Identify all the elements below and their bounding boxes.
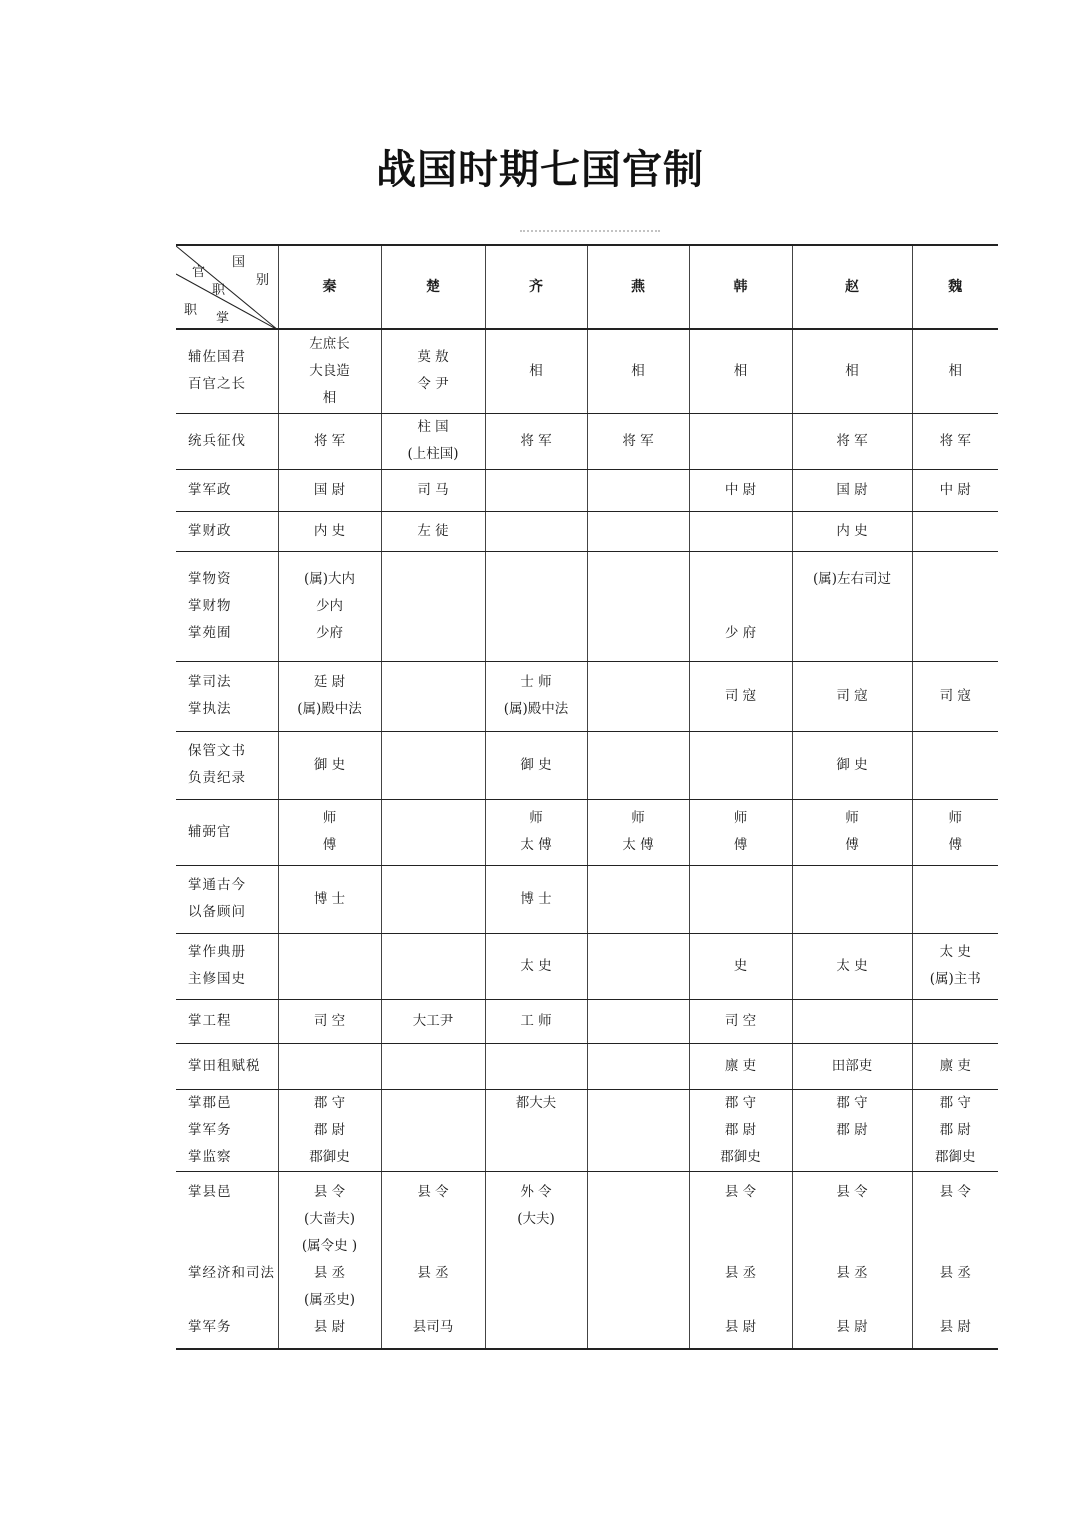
office-cell (792, 1089, 912, 1171)
duty-cell (176, 999, 278, 1043)
office-title (690, 593, 792, 620)
office-cell (912, 1171, 998, 1349)
office-title (382, 1287, 485, 1314)
duty-line: 负责纪录 (188, 770, 246, 786)
office-cell (689, 933, 792, 999)
office-title: 郡 守 (313, 1094, 346, 1111)
corner-label-zhang: 掌 (216, 311, 230, 326)
office-cell (278, 469, 381, 511)
page-title: 战国时期七国官制 (376, 147, 704, 193)
office-title: 少府 (316, 624, 343, 641)
office-cell (587, 1089, 689, 1171)
office-title: 田部吏 (831, 1057, 873, 1074)
office-title: 廷 尉 (313, 674, 346, 690)
office-title: 县司马 (412, 1318, 454, 1335)
office-cell (485, 551, 587, 661)
office-title: 司 寇 (939, 687, 971, 704)
office-title: (属令史 ) (301, 1237, 358, 1254)
office-cell (381, 329, 485, 413)
duty-cell (176, 329, 278, 413)
duty-cell (176, 865, 278, 933)
table-row (176, 661, 998, 731)
office-title: 郡 守 (836, 1094, 868, 1111)
office-title (913, 1206, 999, 1233)
office-cell (912, 329, 998, 413)
table-row (176, 1171, 998, 1349)
duty-cell (176, 1043, 278, 1089)
office-title: 将 军 (622, 432, 654, 449)
duty-line: 掌经济和司法 (188, 1264, 275, 1281)
office-title: 太 史 (520, 957, 552, 974)
office-title (690, 1206, 792, 1233)
office-title: (属)殿中法 (503, 701, 569, 717)
header-row (176, 245, 998, 329)
office-cell (485, 799, 587, 865)
office-cell (587, 933, 689, 999)
office-cell (381, 1043, 485, 1089)
office-title: (属)主书 (929, 971, 981, 987)
office-title: 县 令 (417, 1183, 449, 1200)
duty-line: 掌县邑 (188, 1183, 232, 1200)
office-title: 史 (733, 957, 748, 974)
duty-line (188, 1206, 278, 1233)
office-title: 相 (631, 362, 645, 379)
office-title: 相 (733, 362, 748, 379)
table-row (176, 865, 998, 933)
office-title (690, 1287, 792, 1314)
office-title: 少 府 (724, 624, 757, 641)
office-title: 相 (529, 362, 543, 379)
duty-line: 主修国史 (188, 971, 246, 987)
duty-cell (176, 661, 278, 731)
office-cell (689, 1043, 792, 1089)
office-cell (485, 469, 587, 511)
duty-line: 掌军务 (188, 1121, 232, 1138)
state-header-yan: 燕 (587, 245, 689, 329)
table-row (176, 1089, 998, 1171)
office-title: 国 尉 (836, 481, 868, 498)
office-title: 将 军 (939, 432, 971, 449)
state-header-zhao: 赵 (792, 245, 912, 329)
table-row (176, 511, 998, 551)
office-title: 莫 敖 (417, 349, 449, 366)
office-title: 司 空 (313, 1012, 346, 1029)
office-title (486, 1260, 587, 1287)
office-cell (381, 413, 485, 469)
office-title (793, 1144, 912, 1171)
office-cell (485, 731, 587, 799)
table-row (176, 329, 998, 413)
office-cell (689, 731, 792, 799)
table-row (176, 551, 998, 661)
office-title: 郡 尉 (313, 1121, 346, 1138)
office-title: 博 士 (520, 890, 552, 907)
office-cell (381, 511, 485, 551)
office-cell (278, 1171, 381, 1349)
office-title: 御 史 (520, 756, 552, 773)
office-title: 士 师 (520, 674, 552, 690)
office-title (913, 1233, 999, 1260)
office-cell (689, 799, 792, 865)
office-cell (587, 511, 689, 551)
office-cell (587, 865, 689, 933)
office-title: 县 丞 (724, 1264, 757, 1281)
office-cell (587, 413, 689, 469)
office-cell (278, 865, 381, 933)
duty-line: 掌军务 (188, 1318, 232, 1335)
office-title: 柱 国 (417, 419, 449, 435)
duty-cell (176, 731, 278, 799)
office-title: 傅 (322, 837, 337, 853)
duty-line: 掌工程 (188, 1012, 232, 1029)
office-cell (485, 413, 587, 469)
office-title (690, 566, 792, 593)
office-title: 都大夫 (515, 1094, 557, 1111)
office-title: 师 (631, 810, 645, 826)
office-title: 相 (322, 389, 337, 406)
duty-cell (176, 551, 278, 661)
duty-line: 掌财政 (188, 522, 232, 539)
office-title (690, 1233, 792, 1260)
office-title: 将 军 (836, 432, 868, 449)
duty-cell (176, 511, 278, 551)
office-cell (278, 511, 381, 551)
office-title: 太 傅 (520, 837, 552, 853)
office-cell (485, 661, 587, 731)
state-header-qin: 秦 (278, 245, 381, 329)
office-title: 郡御史 (935, 1148, 976, 1165)
office-cell (792, 413, 912, 469)
office-cell (485, 329, 587, 413)
duty-line: 保管文书 (188, 743, 246, 759)
table-row (176, 933, 998, 999)
office-title: 令 尹 (417, 376, 449, 393)
office-title: 郡御史 (309, 1148, 350, 1165)
office-title: 郡 尉 (939, 1121, 971, 1138)
office-cell (792, 1043, 912, 1089)
office-title (486, 1233, 587, 1260)
duty-line: 辅佐国君 (188, 349, 246, 366)
office-title: 相 (845, 362, 859, 379)
office-cell (587, 731, 689, 799)
duty-line: 掌苑囿 (188, 624, 232, 641)
office-title: 大工尹 (412, 1012, 454, 1029)
office-cell (381, 865, 485, 933)
office-title: 太 傅 (622, 837, 654, 853)
officials-table (176, 244, 998, 1350)
office-title (486, 1144, 587, 1171)
table-body (176, 329, 998, 1349)
office-title: 师 (948, 810, 962, 826)
office-cell (381, 731, 485, 799)
duty-line: 掌通古今 (188, 877, 246, 893)
office-cell (278, 661, 381, 731)
office-cell (912, 413, 998, 469)
office-title (793, 1287, 912, 1314)
office-cell (485, 1171, 587, 1349)
corner-label-guo: 国 (232, 255, 246, 270)
office-cell (912, 933, 998, 999)
office-title: 左 徒 (417, 522, 449, 539)
office-title: 傅 (948, 837, 962, 853)
office-title: (属)大内 (303, 570, 356, 587)
office-title: 太 史 (939, 944, 971, 960)
table-row (176, 1043, 998, 1089)
office-title: 博 士 (313, 890, 346, 907)
office-title: 司 寇 (724, 687, 757, 704)
duty-line: 辅弼官 (188, 823, 232, 840)
office-cell (792, 661, 912, 731)
state-header-qi: 齐 (485, 245, 587, 329)
office-title: 县 丞 (836, 1264, 868, 1281)
office-cell (587, 329, 689, 413)
office-cell (792, 511, 912, 551)
office-title: 将 军 (313, 432, 346, 449)
office-title: 县 令 (939, 1183, 971, 1200)
office-cell (381, 1171, 485, 1349)
office-cell (689, 999, 792, 1043)
office-title: 师 (733, 810, 748, 826)
duty-cell (176, 1089, 278, 1171)
office-title: 内 史 (836, 522, 868, 539)
office-cell (381, 799, 485, 865)
duty-line: 掌执法 (188, 701, 232, 717)
duty-line: 掌监察 (188, 1148, 232, 1165)
office-cell (689, 413, 792, 469)
office-cell (587, 1043, 689, 1089)
office-title: 相 (948, 362, 962, 379)
office-title (793, 620, 912, 647)
office-cell (689, 329, 792, 413)
office-cell (278, 999, 381, 1043)
office-title: 县 尉 (836, 1318, 868, 1335)
office-cell (485, 1043, 587, 1089)
office-title: (大啬夫) (303, 1210, 356, 1227)
office-title: 内 史 (313, 522, 346, 539)
office-cell (792, 999, 912, 1043)
office-title: 县 尉 (724, 1318, 757, 1335)
duty-line: 掌物资 (188, 570, 232, 587)
office-cell (792, 1171, 912, 1349)
duty-line: 百官之长 (188, 376, 246, 393)
table-row (176, 469, 998, 511)
duty-line (188, 1287, 278, 1314)
office-title: 县 丞 (939, 1264, 971, 1281)
duty-cell (176, 933, 278, 999)
office-title: 少内 (316, 597, 343, 614)
office-cell (485, 511, 587, 551)
office-cell (689, 1171, 792, 1349)
office-cell (689, 661, 792, 731)
office-cell (689, 865, 792, 933)
duty-line: 掌财物 (188, 597, 232, 614)
office-cell (689, 551, 792, 661)
duty-line: 以备顾问 (188, 904, 246, 920)
office-cell (792, 865, 912, 933)
duty-line: 统兵征伐 (188, 432, 246, 449)
office-cell (485, 933, 587, 999)
office-title: 御 史 (836, 756, 868, 773)
office-title (382, 1233, 485, 1260)
office-title: 郡 尉 (724, 1121, 757, 1138)
office-cell (792, 329, 912, 413)
office-cell (587, 799, 689, 865)
office-cell (381, 933, 485, 999)
office-cell (381, 551, 485, 661)
office-title: 司 空 (724, 1012, 757, 1029)
office-title (486, 1287, 587, 1314)
office-title: 郡御史 (720, 1148, 761, 1165)
duty-cell (176, 413, 278, 469)
office-cell (912, 469, 998, 511)
state-header-chu: 楚 (381, 245, 485, 329)
office-title: 郡 守 (939, 1094, 971, 1111)
office-title: 师 (529, 810, 543, 826)
office-title: 郡 尉 (836, 1121, 868, 1138)
office-title: 县 尉 (313, 1318, 346, 1335)
office-cell (485, 999, 587, 1043)
office-title: 外 令 (520, 1183, 552, 1200)
office-cell (381, 661, 485, 731)
office-title (913, 1287, 999, 1314)
office-title: 县 尉 (939, 1318, 971, 1335)
office-title (793, 1233, 912, 1260)
office-cell (912, 551, 998, 661)
office-title: (属)殿中法 (297, 701, 362, 717)
office-cell (912, 865, 998, 933)
office-title: 左庶长 (309, 335, 350, 352)
office-cell (278, 1089, 381, 1171)
office-cell (587, 1171, 689, 1349)
office-cell (587, 469, 689, 511)
corner-label-bie: 别 (256, 273, 270, 288)
office-cell (912, 731, 998, 799)
office-title (382, 1206, 485, 1233)
office-cell (381, 469, 485, 511)
office-cell (381, 999, 485, 1043)
office-title: 县 丞 (417, 1264, 449, 1281)
office-title: (上柱国) (407, 446, 459, 462)
office-title: 司 马 (417, 481, 449, 498)
office-title: 司 寇 (836, 687, 868, 704)
office-cell (792, 551, 912, 661)
duty-line: 掌田租赋税 (188, 1057, 261, 1074)
state-header-wei: 魏 (912, 245, 998, 329)
state-header-han: 韩 (689, 245, 792, 329)
office-cell (912, 1089, 998, 1171)
office-cell (912, 999, 998, 1043)
office-cell (689, 469, 792, 511)
duty-line (188, 1233, 278, 1260)
office-title: 县 令 (836, 1183, 868, 1200)
office-title: 县 令 (724, 1183, 757, 1200)
office-cell (912, 661, 998, 731)
office-cell (792, 799, 912, 865)
office-cell (381, 1089, 485, 1171)
office-title: 御 史 (313, 756, 346, 773)
office-title: 中 尉 (939, 481, 971, 498)
office-cell (792, 933, 912, 999)
office-title (486, 1314, 587, 1341)
office-title: 县 令 (313, 1183, 346, 1200)
duty-cell (176, 469, 278, 511)
duty-line: 掌司法 (188, 674, 232, 690)
office-title: 师 (322, 810, 337, 826)
office-cell (485, 1089, 587, 1171)
office-cell (792, 731, 912, 799)
office-cell (278, 413, 381, 469)
office-cell (912, 1043, 998, 1089)
table-row (176, 799, 998, 865)
office-title: 中 尉 (724, 481, 757, 498)
office-cell (278, 799, 381, 865)
office-title: 师 (845, 810, 859, 826)
faded-caption-line (520, 222, 660, 232)
office-title (793, 593, 912, 620)
office-cell (689, 1089, 792, 1171)
table-row (176, 731, 998, 799)
office-title: 傅 (733, 837, 748, 853)
office-title: 工 师 (520, 1012, 552, 1029)
office-title: (大夫) (517, 1210, 555, 1227)
office-cell (278, 731, 381, 799)
office-cell (587, 999, 689, 1043)
office-title: 廪 吏 (939, 1057, 971, 1074)
office-title: (属)左右司过 (812, 570, 892, 587)
office-title (793, 1206, 912, 1233)
office-cell (792, 469, 912, 511)
office-title: 傅 (845, 837, 859, 853)
office-cell (912, 511, 998, 551)
office-cell (278, 933, 381, 999)
office-cell (587, 661, 689, 731)
office-title: (属丞史) (303, 1291, 356, 1308)
office-title: 国 尉 (313, 481, 346, 498)
duty-cell (176, 799, 278, 865)
office-title: 将 军 (520, 432, 552, 449)
office-title: 郡 守 (724, 1094, 757, 1111)
office-title: 县 丞 (313, 1264, 346, 1281)
corner-label-zhi-lower: 职 (184, 303, 198, 318)
office-title: 大良造 (309, 362, 350, 379)
corner-header-cell (176, 245, 278, 329)
office-cell (587, 551, 689, 661)
corner-label-zhi-upper: 职 (212, 283, 226, 298)
duty-line: 掌郡邑 (188, 1094, 232, 1111)
duty-cell (176, 1171, 278, 1349)
corner-label-guan: 官 (192, 265, 206, 280)
table-row (176, 999, 998, 1043)
duty-line: 掌作典册 (188, 944, 246, 960)
office-cell (485, 865, 587, 933)
office-title (486, 1117, 587, 1144)
table-row (176, 413, 998, 469)
office-cell (278, 1043, 381, 1089)
duty-line: 掌军政 (188, 481, 232, 498)
office-cell (278, 551, 381, 661)
office-cell (278, 329, 381, 413)
office-title: 廪 吏 (724, 1057, 757, 1074)
office-title: 太 史 (836, 957, 868, 974)
office-cell (689, 511, 792, 551)
office-cell (912, 799, 998, 865)
